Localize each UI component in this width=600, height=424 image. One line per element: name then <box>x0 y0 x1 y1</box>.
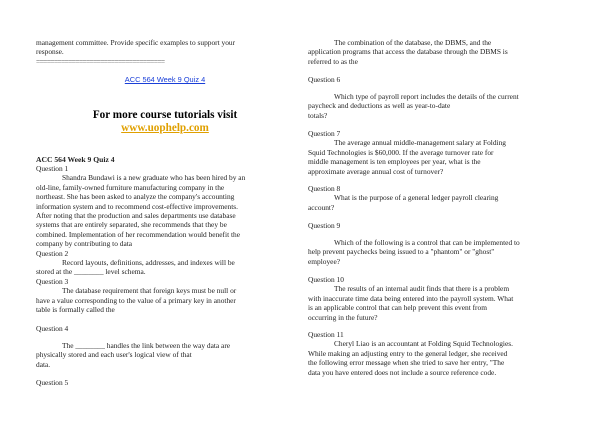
question-11 <box>308 330 570 377</box>
question-7 <box>308 129 570 176</box>
text-line: response. <box>36 47 64 57</box>
text-line: is an applicable control that can help prevent this event from <box>308 303 487 313</box>
text-line: After noting that the production and sales departments use database <box>36 211 236 221</box>
text-line: northeast. She has been asked to analyze the company's accounting <box>36 192 235 202</box>
question-9 <box>308 221 570 230</box>
question-label: Question 10 <box>308 275 344 284</box>
text-line: company by contributing to data <box>36 239 133 249</box>
question-label: Question 1 <box>36 164 69 173</box>
text-line: data. <box>36 359 51 369</box>
text-line: Cheryl Liao is an accountant at Folding Squid Technologies. <box>334 339 513 349</box>
text-line: data you have entered does not include a source reference code. <box>308 367 497 377</box>
text-line: employee? <box>308 256 341 266</box>
text-line: The ________ handles the link between the way data are <box>62 341 231 350</box>
question-label: Question 4 <box>36 324 69 333</box>
text-line: management committee. Provide specific examples to support your <box>36 38 236 47</box>
text-line: middle management is ten employees per year, what is the <box>308 157 481 167</box>
question-label: Question 8 <box>308 184 341 193</box>
text-line: systems that are entirely separated, she recommends that they be <box>36 220 227 230</box>
text-line: the following error message when she tried to save her entry, "The <box>308 358 505 368</box>
question-label: Question 7 <box>308 129 341 138</box>
question-6 <box>308 75 570 84</box>
text-line: Which type of payroll report includes the details of the current <box>334 92 519 101</box>
text-line: Shandra Bundawi is a new graduate who has been hired by an <box>62 173 246 183</box>
text-line: physically stored and each user's logical view of that <box>36 350 192 360</box>
text-line: totals? <box>308 110 328 120</box>
question-4-body <box>36 341 294 369</box>
text-line: have a value corresponding to the value of a primary key in another <box>36 295 236 305</box>
text-line: What is the purpose of a general ledger payroll clearing <box>334 193 499 203</box>
question-10 <box>308 275 570 322</box>
intro-block <box>36 38 294 66</box>
question-5 <box>36 378 294 387</box>
question-label: Question 5 <box>36 378 69 387</box>
text-line: application programs that access the database through the DBMS is <box>308 47 508 57</box>
quiz-heading <box>36 155 294 164</box>
text-line: The average annual middle-management salary at Folding <box>334 138 506 148</box>
text-line: account? <box>308 202 335 212</box>
question-9-body <box>308 238 570 266</box>
text-line: help prevent paychecks being issued to a "phantom" or "ghost" <box>308 247 495 257</box>
title-link[interactable]: ACC 564 Week 9 Quiz 4 <box>124 75 206 84</box>
text-line: paycheck and deductions as well as year-to-date <box>308 101 451 111</box>
question-1 <box>36 164 294 315</box>
text-line: old-line, family-owned furniture manufacturing company in the <box>36 182 225 192</box>
quiz-title: ACC 564 Week 9 Quiz 4 <box>36 155 115 164</box>
question-label: Question 6 <box>308 75 341 84</box>
question-4 <box>36 324 294 333</box>
text-line: table is formally called the <box>36 305 115 315</box>
text-line: The database requirement that foreign keys must be null or <box>62 286 237 296</box>
promo-url-link[interactable]: www.uophelp.com <box>121 122 209 134</box>
text-line: with inaccurate time data being entered into the payroll system. What <box>308 293 514 303</box>
text-line: stored at the ________ level schema. <box>36 267 146 277</box>
text-line: combined. Implementation of her recommendation would benefit the <box>36 229 241 239</box>
promo-text: For more course tutorials visit <box>92 109 238 121</box>
text-line: While making an adjusting entry to the general ledger, she received <box>308 348 508 358</box>
text-line: occurring in the future? <box>308 312 378 322</box>
text-line: Squid Technologies is $60,000. If the average turnover rate for <box>308 147 494 157</box>
separator-line: ==================================== <box>36 56 165 66</box>
text-line: The combination of the database, the DBMS, and the <box>334 38 492 47</box>
text-line: information system and to recommend cost-effective improvements. <box>36 201 239 211</box>
text-line: Which of the following is a control that can be implemented to <box>334 238 520 247</box>
question-label: Question 9 <box>308 221 341 230</box>
question-label: Question 3 <box>36 276 69 286</box>
question-6-body <box>308 92 570 120</box>
text-line: Record layouts, definitions, addresses, and indexes will be <box>62 258 235 268</box>
question-8 <box>308 184 570 212</box>
text-line: approximate average annual cost of turnover? <box>308 166 444 176</box>
text-line: The results of an internal audit finds that there is a problem <box>334 284 510 294</box>
question-label: Question 2 <box>36 248 69 258</box>
text-line: referred to as the <box>308 56 358 66</box>
question-5-body <box>308 38 570 66</box>
question-label: Question 11 <box>308 330 344 339</box>
